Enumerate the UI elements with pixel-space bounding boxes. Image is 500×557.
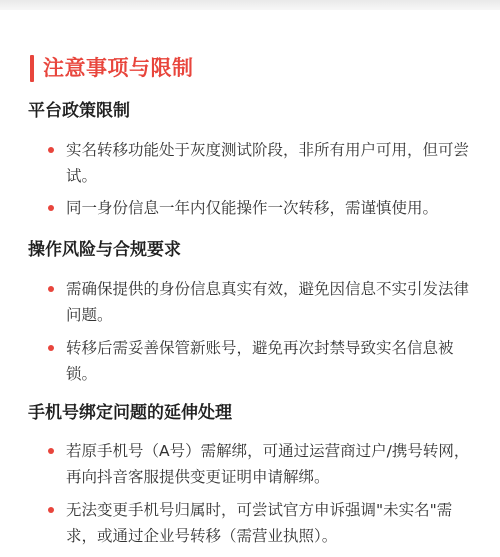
list-item-text: 实名转移功能处于灰度测试阶段，非所有用户可用，但可尝试。 — [66, 141, 470, 185]
list-item — [48, 137, 473, 189]
bullet-dot-icon — [48, 147, 54, 153]
bullet-dot-icon — [48, 448, 54, 454]
bullet-dot-icon — [48, 286, 54, 292]
section-heading-platform-policy: 平台政策限制 — [28, 101, 130, 121]
list-item — [48, 438, 473, 490]
list-item-text: 同一身份信息一年内仅能操作一次转移，需谨慎使用。 — [66, 199, 439, 217]
list-item — [48, 335, 473, 387]
list-item-text: 转移后需妥善保管新账号，避免再次封禁导致实名信息被锁。 — [66, 339, 454, 383]
list-item-text: 需确保提供的身份信息真实有效，避免因信息不实引发法律问题。 — [66, 280, 470, 324]
title-accent-bar — [30, 55, 34, 82]
section-heading-risk-compliance: 操作风险与合规要求 — [28, 240, 181, 260]
bullet-dot-icon — [48, 205, 54, 211]
list-item — [48, 276, 473, 328]
list-item — [48, 195, 473, 221]
main-title-text: 注意事项与限制 — [43, 56, 194, 80]
list-item — [48, 497, 473, 549]
list-item-text: 若原手机号（A号）需解绑，可通过运营商过户/携号转网，再向抖音客服提供变更证明申请解绑。 — [66, 442, 470, 486]
section-heading-phone-binding: 手机号绑定问题的延伸处理 — [28, 403, 232, 423]
bullet-dot-icon — [48, 507, 54, 513]
bullet-dot-icon — [48, 345, 54, 351]
list-item-text: 无法变更手机号归属时，可尝试官方申诉强调"未实名"需求，或通过企业号转移（需营业执照）。 — [66, 501, 453, 545]
main-title — [30, 54, 194, 82]
top-divider — [0, 0, 500, 10]
